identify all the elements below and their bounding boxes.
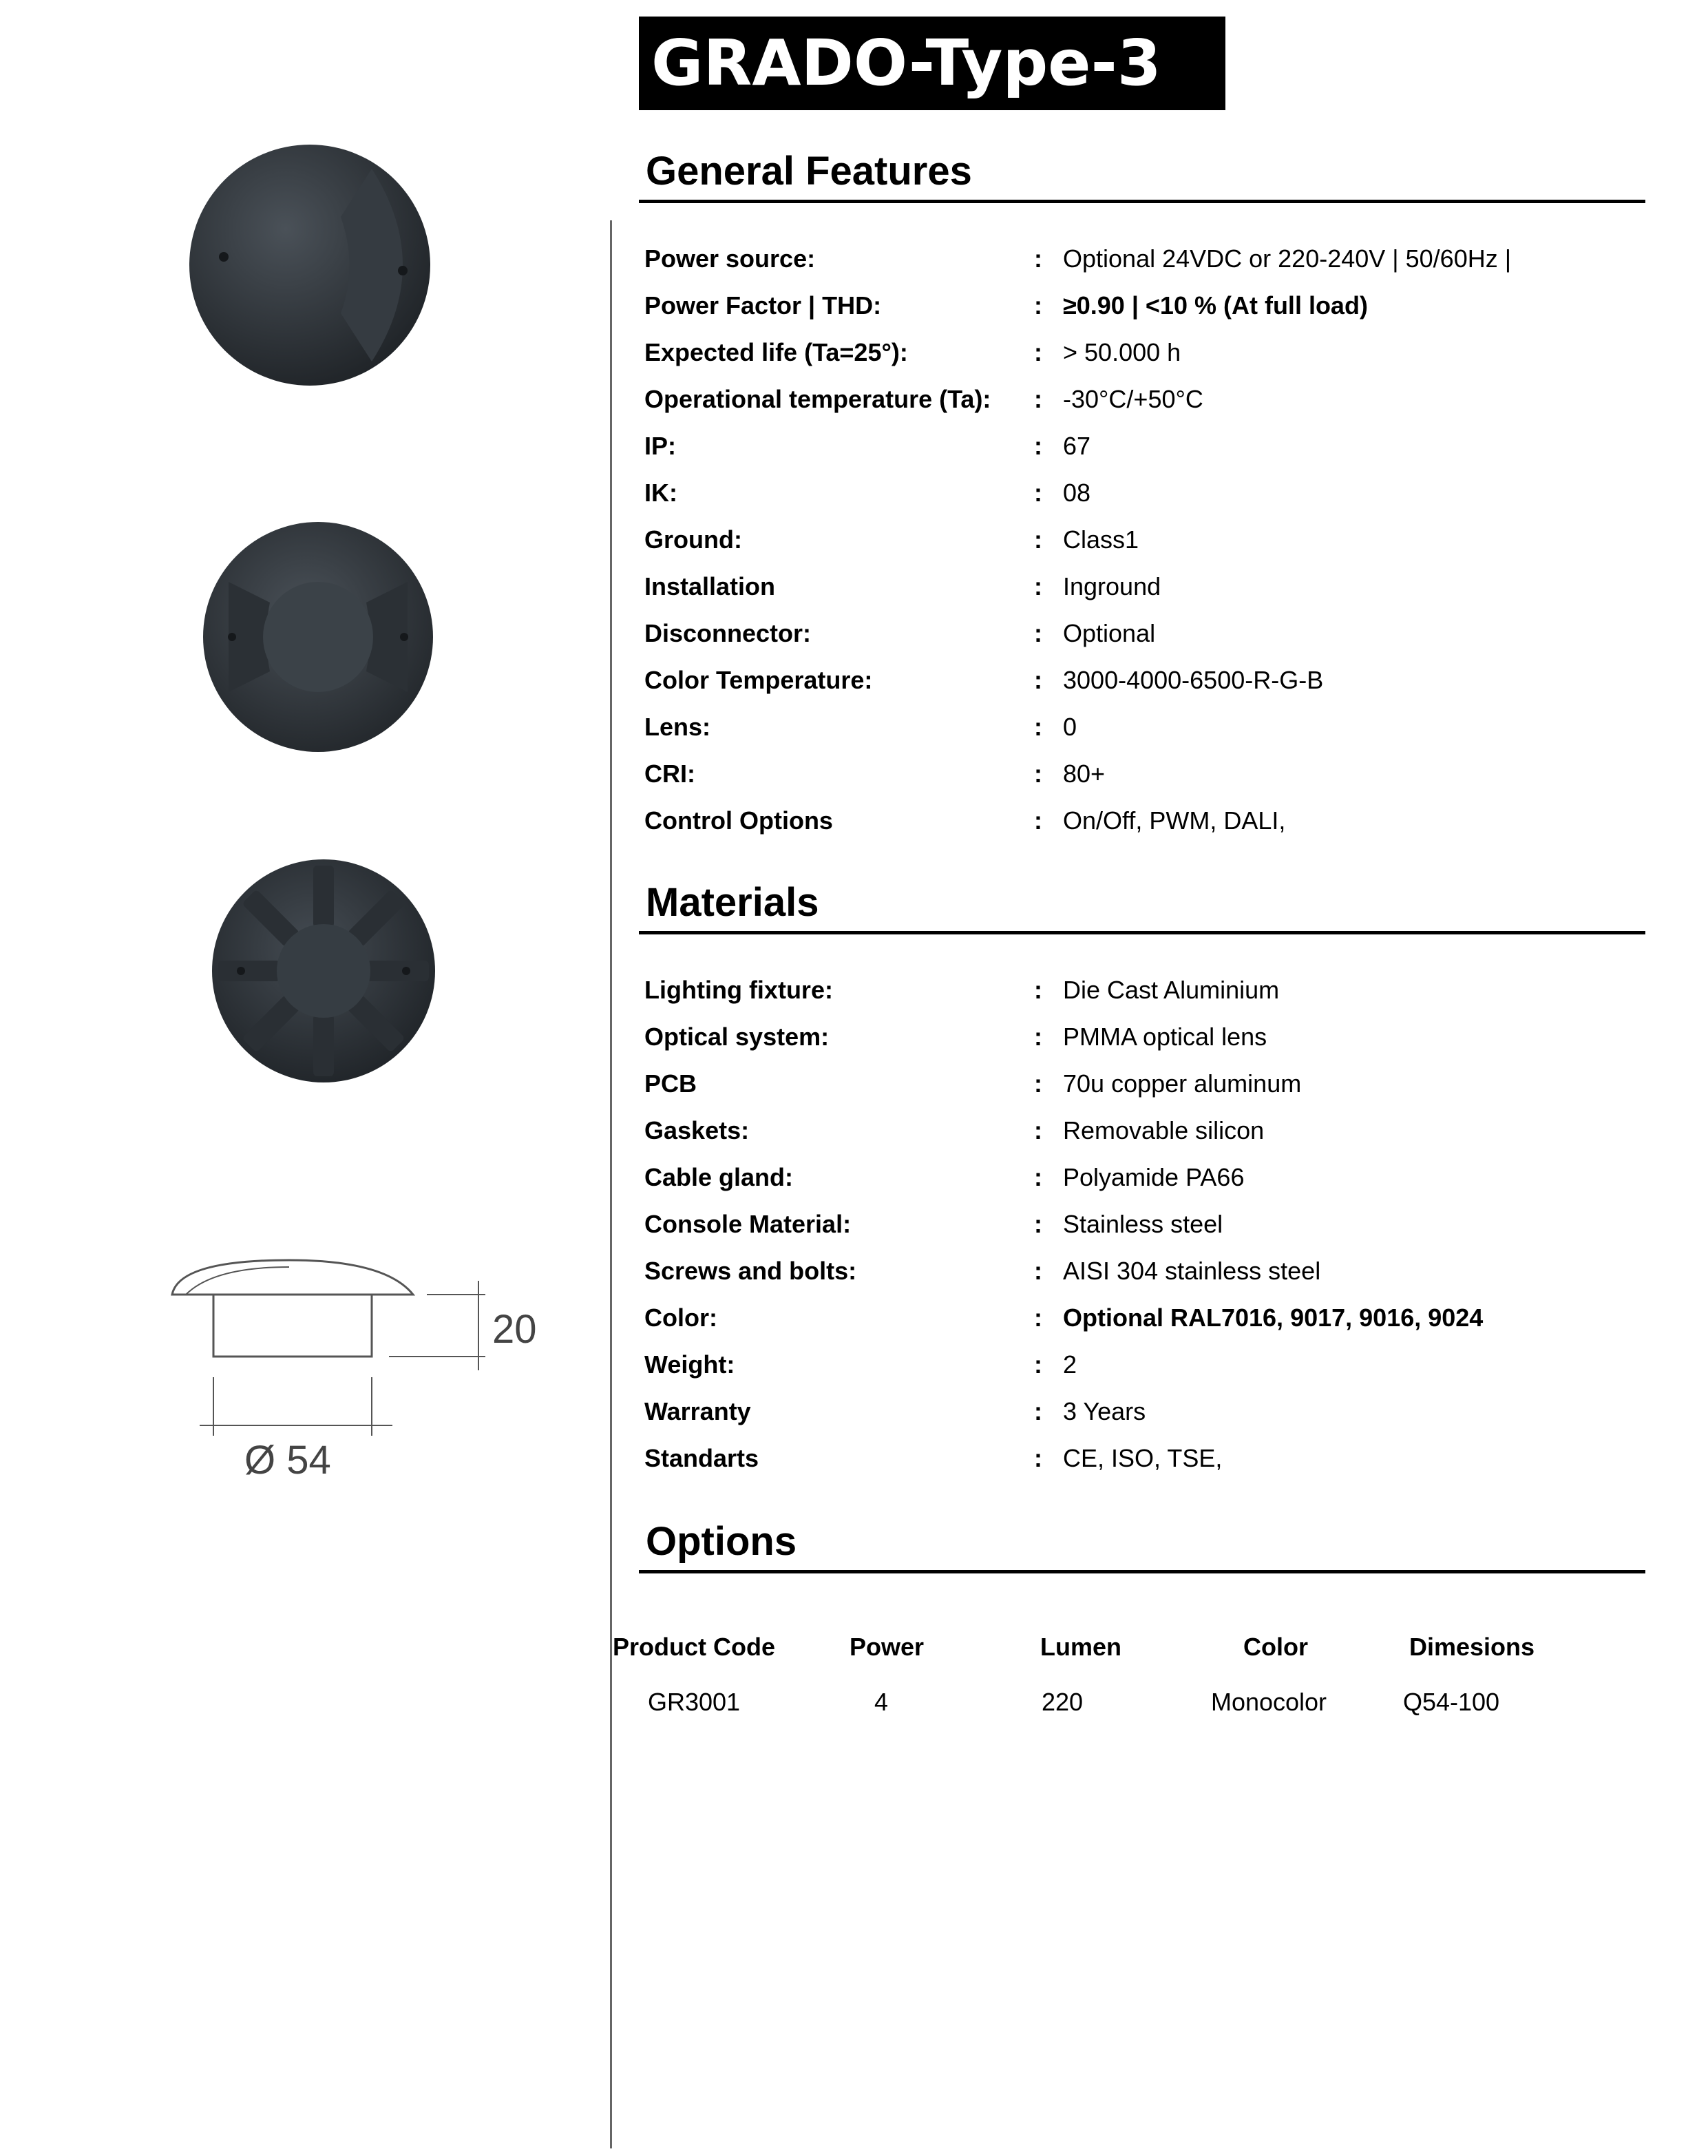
material-label: Console Material: bbox=[644, 1210, 852, 1238]
general-feature-value: Optional bbox=[1063, 619, 1156, 647]
general-feature-value: 80+ bbox=[1063, 760, 1106, 788]
materials-rule bbox=[639, 931, 1645, 934]
material-colon: : bbox=[1034, 1069, 1042, 1098]
general-feature-value: -30°C/+50°C bbox=[1063, 385, 1203, 413]
general-feature-label: IK: bbox=[644, 479, 677, 507]
material-label: Optical system: bbox=[644, 1023, 830, 1051]
general-feature-label: Color Temperature: bbox=[644, 666, 873, 694]
general-features-list bbox=[644, 236, 1643, 844]
product-image-two-side bbox=[201, 520, 435, 754]
cell-color: Monocolor bbox=[1210, 1688, 1327, 1716]
materials-list bbox=[644, 967, 1643, 1482]
general-feature-colon: : bbox=[1034, 525, 1042, 554]
material-row bbox=[644, 1341, 1643, 1388]
material-value: Polyamide PA66 bbox=[1063, 1163, 1245, 1191]
general-features-rule bbox=[639, 200, 1645, 203]
material-row bbox=[644, 967, 1643, 1014]
general-feature-value: 67 bbox=[1063, 432, 1091, 460]
general-feature-label: Disconnector: bbox=[644, 619, 812, 647]
column-divider bbox=[610, 220, 612, 2148]
material-colon: : bbox=[1034, 1210, 1042, 1238]
col-header-power: Power bbox=[849, 1633, 925, 1661]
general-feature-row bbox=[644, 610, 1643, 657]
general-feature-label: Power source: bbox=[644, 244, 816, 273]
cell-power: 4 bbox=[874, 1688, 889, 1716]
general-feature-label: Control Options bbox=[644, 806, 833, 835]
general-feature-row bbox=[644, 329, 1643, 376]
material-value: 3 Years bbox=[1063, 1397, 1146, 1425]
dimension-drawing bbox=[158, 1239, 544, 1487]
diameter-label: Ø 54 bbox=[244, 1438, 331, 1483]
general-feature-value: Inground bbox=[1063, 572, 1161, 600]
material-row bbox=[644, 1014, 1643, 1060]
general-feature-row bbox=[644, 423, 1643, 470]
general-feature-colon: : bbox=[1034, 666, 1042, 694]
material-row bbox=[644, 1435, 1643, 1482]
material-label: Lighting fixture: bbox=[644, 976, 833, 1004]
material-row bbox=[644, 1107, 1643, 1154]
general-feature-value: 3000-4000-6500-R-G-B bbox=[1063, 666, 1324, 694]
material-row bbox=[644, 1388, 1643, 1435]
general-feature-row bbox=[644, 751, 1643, 797]
material-label: Standarts bbox=[644, 1444, 759, 1472]
general-feature-value: 08 bbox=[1063, 479, 1091, 507]
material-row bbox=[644, 1201, 1643, 1248]
col-header-lumen: Lumen bbox=[1040, 1633, 1121, 1661]
general-feature-colon: : bbox=[1034, 760, 1042, 788]
cell-lumen: 220 bbox=[1041, 1688, 1084, 1716]
general-feature-value: Class1 bbox=[1063, 525, 1139, 554]
general-feature-value: > 50.000 h bbox=[1063, 338, 1181, 366]
general-feature-colon: : bbox=[1034, 432, 1042, 460]
col-header-product-code: Product Code bbox=[612, 1633, 775, 1661]
general-feature-colon: : bbox=[1034, 338, 1042, 366]
material-colon: : bbox=[1034, 1350, 1042, 1379]
material-row bbox=[644, 1295, 1643, 1341]
material-label: Screws and bolts: bbox=[644, 1257, 857, 1285]
material-colon: : bbox=[1034, 1023, 1042, 1051]
general-feature-label: IP: bbox=[644, 432, 677, 460]
col-header-dimensions: Dimesions bbox=[1409, 1633, 1535, 1661]
cell-dimensions: Q54-100 bbox=[1402, 1688, 1500, 1716]
general-feature-value: Optional 24VDC or 220-240V | 50/60Hz | bbox=[1063, 244, 1512, 273]
general-feature-colon: : bbox=[1034, 291, 1042, 320]
page-title: GRADO-Type-3 bbox=[639, 17, 1225, 110]
general-feature-colon: : bbox=[1034, 806, 1042, 835]
material-label: Warranty bbox=[644, 1397, 751, 1425]
material-row bbox=[644, 1154, 1643, 1201]
material-label: Gaskets: bbox=[644, 1116, 750, 1144]
material-row bbox=[644, 1248, 1643, 1295]
general-feature-row bbox=[644, 516, 1643, 563]
material-label: Cable gland: bbox=[644, 1163, 794, 1191]
general-feature-row bbox=[644, 236, 1643, 282]
material-value: Stainless steel bbox=[1063, 1210, 1223, 1238]
material-value: Die Cast Aluminium bbox=[1063, 976, 1280, 1004]
general-feature-colon: : bbox=[1034, 713, 1042, 741]
general-feature-row bbox=[644, 657, 1643, 704]
material-row bbox=[644, 1060, 1643, 1107]
general-features-heading: General Features bbox=[646, 149, 972, 193]
material-value: Optional RAL7016, 9017, 9016, 9024 bbox=[1063, 1304, 1484, 1332]
material-value: CE, ISO, TSE, bbox=[1063, 1444, 1223, 1472]
materials-heading: Materials bbox=[646, 880, 819, 925]
material-label: Color: bbox=[644, 1304, 717, 1332]
general-feature-row bbox=[644, 797, 1643, 844]
general-feature-row bbox=[644, 376, 1643, 423]
general-feature-value: On/Off, PWM, DALI, bbox=[1063, 806, 1286, 835]
material-colon: : bbox=[1034, 1304, 1042, 1332]
product-image-radial bbox=[210, 857, 437, 1085]
general-feature-label: Operational temperature (Ta): bbox=[644, 385, 991, 413]
product-image-two-way bbox=[186, 141, 434, 389]
material-value: Removable silicon bbox=[1063, 1116, 1265, 1144]
general-feature-row bbox=[644, 563, 1643, 610]
options-table bbox=[612, 1620, 1645, 1730]
general-feature-label: Installation bbox=[644, 572, 776, 600]
material-colon: : bbox=[1034, 1444, 1042, 1472]
general-feature-label: Power Factor | THD: bbox=[644, 291, 882, 320]
material-label: PCB bbox=[644, 1069, 697, 1098]
material-value: AISI 304 stainless steel bbox=[1063, 1257, 1321, 1285]
col-header-color: Color bbox=[1243, 1633, 1308, 1661]
general-feature-colon: : bbox=[1034, 385, 1042, 413]
material-value: 2 bbox=[1063, 1350, 1077, 1379]
general-feature-label: CRI: bbox=[644, 760, 695, 788]
options-rule bbox=[639, 1570, 1645, 1573]
general-feature-value: ≥0.90 | <10 % (At full load) bbox=[1063, 291, 1368, 320]
options-heading: Options bbox=[646, 1519, 797, 1564]
general-feature-value: 0 bbox=[1063, 713, 1077, 741]
material-colon: : bbox=[1034, 976, 1042, 1004]
material-value: 70u copper aluminum bbox=[1063, 1069, 1302, 1098]
general-feature-colon: : bbox=[1034, 572, 1042, 600]
material-colon: : bbox=[1034, 1397, 1042, 1425]
material-colon: : bbox=[1034, 1163, 1042, 1191]
options-header-row bbox=[612, 1620, 1645, 1675]
material-colon: : bbox=[1034, 1116, 1042, 1144]
cell-product-code: GR3001 bbox=[647, 1688, 741, 1716]
height-label: 20 bbox=[492, 1307, 537, 1352]
general-feature-colon: : bbox=[1034, 619, 1042, 647]
general-feature-label: Expected life (Ta=25°): bbox=[644, 338, 908, 366]
general-feature-label: Lens: bbox=[644, 713, 711, 741]
general-feature-colon: : bbox=[1034, 244, 1042, 273]
general-feature-colon: : bbox=[1034, 479, 1042, 507]
general-feature-label: Ground: bbox=[644, 525, 742, 554]
general-feature-row bbox=[644, 470, 1643, 516]
table-row bbox=[639, 1675, 1645, 1730]
material-colon: : bbox=[1034, 1257, 1042, 1285]
general-feature-row bbox=[644, 704, 1643, 751]
material-value: PMMA optical lens bbox=[1063, 1023, 1267, 1051]
general-feature-row bbox=[644, 282, 1643, 329]
material-label: Weight: bbox=[644, 1350, 735, 1379]
